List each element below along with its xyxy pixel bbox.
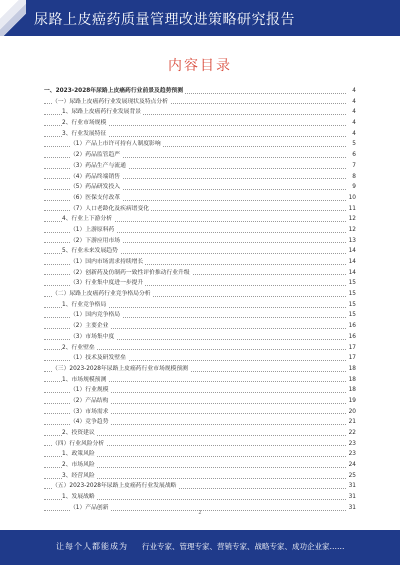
toc-entry[interactable] xyxy=(44,97,356,108)
toc-entry[interactable] xyxy=(44,407,356,418)
toc-entry[interactable] xyxy=(44,118,356,129)
toc-entry-title: （1）国内市场需求持续增长 xyxy=(70,257,145,268)
toc-entry-title: （2）创新药及仿制药一致性评价推动行业升级 xyxy=(70,268,192,279)
toc-entry-page: 12 xyxy=(347,225,356,236)
toc-entry[interactable] xyxy=(44,182,356,193)
toc-entry-title: （2）药品监管趋严 xyxy=(70,150,122,161)
document-title: 尿路上皮癌药质量管理改进策略研究报告 xyxy=(34,12,295,28)
toc-entry-title: （1）上游原料药 xyxy=(70,225,116,236)
toc-entry-page: 11 xyxy=(347,204,356,215)
toc-entry-page: 31 xyxy=(347,503,356,514)
toc-entry-title: （2）主要企业 xyxy=(70,321,110,332)
toc-entry-page: 23 xyxy=(347,439,356,450)
toc-entry[interactable] xyxy=(44,332,356,343)
toc-entry-title: （1）国内竞争格局 xyxy=(70,310,122,321)
toc-entry-page: 14 xyxy=(347,257,356,268)
document-footer xyxy=(0,530,400,565)
toc-entry-title: 1、行业竞争格局 xyxy=(62,300,108,311)
toc-entry-title: 2、投资建议 xyxy=(62,428,97,439)
toc-entry-title: （四）行业风险分析 xyxy=(52,439,106,450)
toc-entry-page: 20 xyxy=(347,407,356,418)
toc-entry[interactable] xyxy=(44,107,356,118)
toc-entry-page: 9 xyxy=(350,182,356,193)
toc-entry-title: （4）药品终端销售 xyxy=(70,172,122,183)
toc-entry-title: （4）竞争趋势 xyxy=(70,417,110,428)
toc-entry-page: 24 xyxy=(347,460,356,471)
toc-entry-page: 23 xyxy=(347,449,356,460)
toc-entry-title: （1）技术及研发壁垒 xyxy=(70,353,128,364)
toc-entry-title: 2、行业市场规模 xyxy=(62,118,108,129)
toc-entry-title: 5、行业未来发展趋势 xyxy=(62,246,120,257)
toc-entry[interactable] xyxy=(44,396,356,407)
toc-entry[interactable] xyxy=(44,439,356,450)
toc-entry-page: 22 xyxy=(347,428,356,439)
toc-entry-title: （3）行业集中度进一步提升 xyxy=(70,278,145,289)
toc-entry-page: 25 xyxy=(347,471,356,482)
document-header xyxy=(0,0,400,36)
toc-entry-page: 4 xyxy=(350,129,356,140)
toc-entry-page: 6 xyxy=(350,150,356,161)
toc-entry-page: 18 xyxy=(347,375,356,386)
toc-entry-title: （3）市场需求 xyxy=(70,407,110,418)
toc-entry-page: 16 xyxy=(347,332,356,343)
footer-tagline: 行业专家、管理专家、营销专家、战略专家、成功企业家…… xyxy=(142,542,345,551)
toc-entry[interactable] xyxy=(44,449,356,460)
footer-slogan: 让每个人都能成为 xyxy=(56,542,128,551)
toc-entry-title: 一、2023-2028年尿路上皮癌药行业前景及趋势预测 xyxy=(44,86,185,97)
toc-entry-title: （1）产品上市许可持有人制度影响 xyxy=(70,139,163,150)
toc-entry[interactable] xyxy=(44,321,356,332)
toc-entry-page: 16 xyxy=(347,321,356,332)
toc-entry-title: （3）药品生产与流通 xyxy=(70,161,128,172)
toc-entry[interactable] xyxy=(44,193,356,204)
toc-entry-title: 1、市场规模预测 xyxy=(62,375,108,386)
toc-entry[interactable] xyxy=(44,161,356,172)
toc-entry[interactable] xyxy=(44,417,356,428)
toc-entry-title: 4、行业上下游分析 xyxy=(62,214,114,225)
table-of-contents xyxy=(44,86,356,514)
toc-entry[interactable] xyxy=(44,172,356,183)
toc-entry-title: （五）2023-2028年尿路上皮癌药行业发展战略 xyxy=(52,481,178,492)
toc-entry[interactable] xyxy=(44,343,356,354)
toc-entry[interactable] xyxy=(44,139,356,150)
toc-entry-page: 15 xyxy=(347,289,356,300)
toc-entry-page: 31 xyxy=(347,481,356,492)
toc-entry-page: 4 xyxy=(350,107,356,118)
toc-entry-title: 2、市场风险 xyxy=(62,460,97,471)
toc-entry[interactable] xyxy=(44,481,356,492)
toc-entry[interactable] xyxy=(44,310,356,321)
toc-entry-page: 7 xyxy=(350,161,356,172)
toc-entry-title: （6）医保支付改革 xyxy=(70,193,122,204)
toc-entry[interactable] xyxy=(44,300,356,311)
toc-entry-title: （1）行业规模 xyxy=(70,385,110,396)
toc-entry[interactable] xyxy=(44,86,356,97)
toc-entry[interactable] xyxy=(44,225,356,236)
toc-entry[interactable] xyxy=(44,246,356,257)
toc-entry[interactable] xyxy=(44,214,356,225)
toc-entry-title: 1、尿路上皮癌药行业发展背景 xyxy=(62,107,143,118)
toc-entry[interactable] xyxy=(44,460,356,471)
toc-entry[interactable] xyxy=(44,204,356,215)
toc-entry-page: 15 xyxy=(347,300,356,311)
header-decoration xyxy=(0,0,26,36)
toc-entry[interactable] xyxy=(44,278,356,289)
toc-entry-title: 1、发展战略 xyxy=(62,492,97,503)
toc-entry-page: 19 xyxy=(347,396,356,407)
toc-entry-page: 13 xyxy=(347,236,356,247)
toc-entry-page: 8 xyxy=(350,172,356,183)
toc-entry-page: 5 xyxy=(350,139,356,150)
toc-heading: 内容目录 xyxy=(168,58,232,74)
toc-entry-title: （1）产品创新 xyxy=(70,503,110,514)
toc-entry[interactable] xyxy=(44,375,356,386)
toc-entry[interactable] xyxy=(44,129,356,140)
toc-entry[interactable] xyxy=(44,471,356,482)
toc-entry[interactable] xyxy=(44,150,356,161)
toc-entry[interactable] xyxy=(44,364,356,375)
toc-entry-page: 17 xyxy=(347,353,356,364)
toc-entry-page: 10 xyxy=(347,193,356,204)
toc-entry-page: 31 xyxy=(347,492,356,503)
toc-entry-title: 2、行业壁垒 xyxy=(62,343,97,354)
toc-entry-title: 3、行业发展特征 xyxy=(62,129,108,140)
toc-entry-page: 18 xyxy=(347,385,356,396)
toc-entry-page: 14 xyxy=(347,246,356,257)
toc-entry-page: 4 xyxy=(350,118,356,129)
toc-entry-page: 15 xyxy=(347,278,356,289)
page-number: 2 xyxy=(198,510,202,516)
toc-entry-title: （7）人口老龄化及疾病谱变化 xyxy=(70,204,151,215)
toc-entry-title: （三）2023-2028年尿路上皮癌药行业市场规模预测 xyxy=(52,364,190,375)
toc-entry-title: （2）下游应用市场 xyxy=(70,236,122,247)
toc-entry-title: （二）尿路上皮癌药行业竞争格局分析 xyxy=(52,289,153,300)
toc-entry[interactable] xyxy=(44,268,356,279)
toc-entry-page: 17 xyxy=(347,343,356,354)
toc-entry-title: （一）尿路上皮癌药行业发展现状及特点分析 xyxy=(52,97,170,108)
toc-entry-page: 18 xyxy=(347,364,356,375)
toc-entry-page: 21 xyxy=(347,417,356,428)
toc-entry[interactable] xyxy=(44,428,356,439)
toc-entry-page: 14 xyxy=(347,268,356,279)
toc-entry[interactable] xyxy=(44,385,356,396)
toc-entry-page: 12 xyxy=(347,214,356,225)
toc-entry[interactable] xyxy=(44,492,356,503)
toc-entry-title: 1、政策风险 xyxy=(62,449,97,460)
toc-entry-page: 4 xyxy=(350,97,356,108)
toc-entry[interactable] xyxy=(44,289,356,300)
toc-entry-title: （2）产品结构 xyxy=(70,396,110,407)
toc-entry[interactable] xyxy=(44,236,356,247)
toc-entry-title: （3）市场集中度 xyxy=(70,332,116,343)
toc-entry-page: 4 xyxy=(350,86,356,97)
toc-entry[interactable] xyxy=(44,257,356,268)
toc-entry[interactable] xyxy=(44,353,356,364)
toc-entry-page: 15 xyxy=(347,310,356,321)
toc-entry-title: 3、经营风险 xyxy=(62,471,97,482)
toc-entry-title: （5）药品研发投入 xyxy=(70,182,122,193)
